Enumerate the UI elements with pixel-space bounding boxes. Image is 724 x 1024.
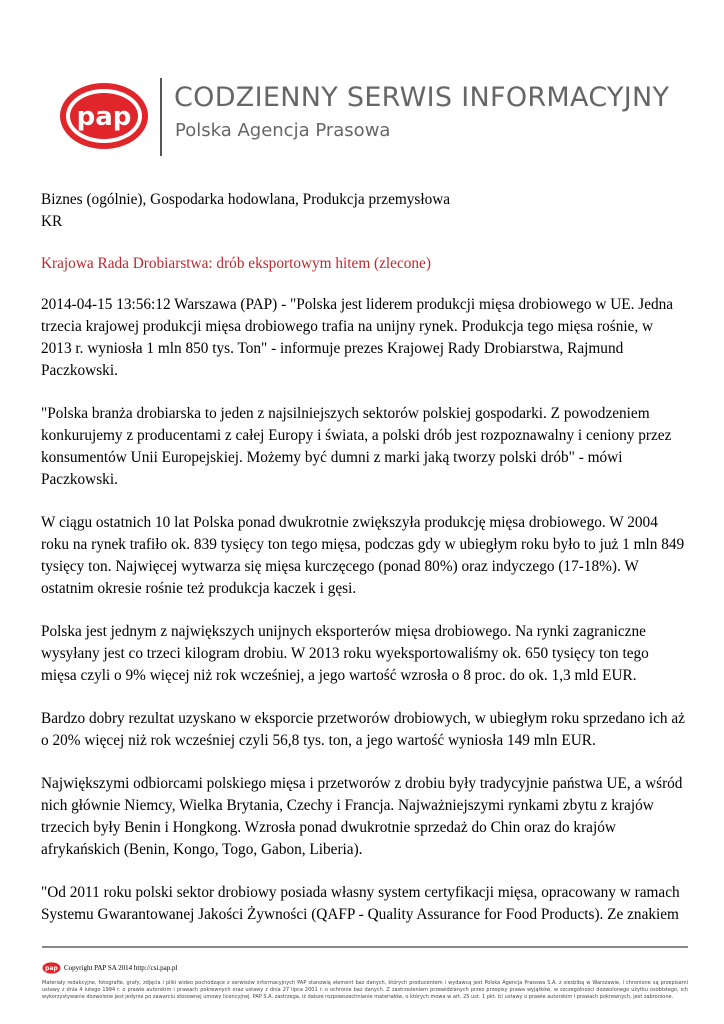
article-code: KR xyxy=(41,213,63,230)
svg-text:pap: pap xyxy=(76,102,132,132)
agency-name: Polska Agencja Prasowa xyxy=(175,120,391,141)
article-headline: Krajowa Rada Drobiarstwa: drób eksportowym hitem (zlecone) xyxy=(41,255,431,272)
footer-copyright xyxy=(42,961,177,975)
copyright-text: Copyright PAP SA 2014 http://csi.pap.pl xyxy=(64,964,178,972)
article-paragraph: 2014-04-15 13:56:12 Warszawa (PAP) - "Polska jest liderem produkcji mięsa drobiowego w UE. Jedna trzecia krajowej produkcji mięsa drobiowego trafia na unijny rynek. Produkcja tego mięsa rośnie, w 2013 r. wyniosła 1 mln 850 tys. Ton" - informuje prezes Krajowej Rady Drobiarstwa, Rajmund Paczkowski. xyxy=(41,296,674,379)
article-meta xyxy=(41,189,687,233)
article-paragraph: "Od 2011 roku polski sektor drobiowy posiada własny system certyfikacji mięsa, opracowany w ramach Systemu Gwarantowanej Jakości Żywności (QAFP - Quality Assurance for Food Products). Ze znakiem xyxy=(41,884,680,923)
article xyxy=(41,189,687,947)
article-paragraph: Bardzo dobry rezultat uzyskano w eksporcie przetworów drobiowych, w ubiegłym roku sprzedano ich aż o 20% więcej niż rok wcześniej czyli 56,8 tys. ton, a jego wartość wyniosła 149 mln EUR. xyxy=(41,710,685,749)
article-paragraph: Największymi odbiorcami polskiego mięsa i przetworów z drobiu były tradycyjnie państwa UE, a wśród nich głównie Niemcy, Wielka Brytania, Czechy i Francja. Najważniejszymi rynkami zbytu z krajów trzecich były Benin i Hongkong. Wzrosła ponad dwukrotnie sprzedaż do Chin oraz do krajów afrykańskich (Benin, Kongo, Togo, Gabon, Liberia). xyxy=(41,775,683,858)
footer-divider xyxy=(42,946,688,948)
article-paragraph: "Polska branża drobiarska to jeden z najsilniejszych sektorów polskiej gospodarki. Z powodzeniem konkurujemy z producentami z całej Europy i świata, a polski drób jest rozpoznawalny i ceniony przez konsumentów Unii Europejskiej. Możemy być dumni z marki jaką tworzy polski drób" - mówi Paczkowski. xyxy=(41,405,672,488)
article-paragraph: W ciągu ostatnich 10 lat Polska ponad dwukrotnie zwiększyła produkcję mięsa drobiowego. W 2004 roku na rynek trafiło ok. 839 tysięcy ton tego mięsa, podczas gdy w ubiegłym roku było to już 1 mln 849 tysięcy ton. Najwięcej wytwarza się mięsa kurczęcego (ponad 80%) oraz indyczego (17-18%). W ostatnim okresie rośnie też produkcja kaczek i gęsi. xyxy=(41,514,685,597)
page-header xyxy=(58,78,678,158)
header-divider xyxy=(160,78,162,156)
svg-text:pap: pap xyxy=(45,965,58,973)
legal-notice: Materiały redakcyjne, fotografie, grafy, zdjęcia i pliki wideo pochodzące z serwisów informacyjnych PAP stanowią element baz danych, których producentem i wydawcą jest Polska Agencja Prasowa S.A. z siedzibą w Warszawie, i chronione są przepisami ustawy z dnia 4 lutego 1994 r. o prawie autorskim i prawach pokrewnych oraz ustawy z dnia 27 lipca 2001 r. o ochronie baz danych. Z zastrzeżeniem przewidzianych przez przepisy prawa wyjątków, w szczególności dozwolonego użytku osobistego, ich wykorzystywanie dozwolone jest jedynie po zawarciu stosownej umowy licencyjnej. PAP S.A. zastrzega, iż dalsze rozpowszechnianie materiałów, o których mowa w art. 25 ust. 1 pkt. b) ustawy o prawie autorskim i prawach pokrewnych, jest zabronione. xyxy=(42,980,688,1000)
service-title: CODZIENNY SERWIS INFORMACYJNY xyxy=(174,82,670,113)
article-categories: Biznes (ogólnie), Gospodarka hodowlana, Produkcja przemysłowa xyxy=(41,191,451,208)
article-paragraph: Polska jest jednym z największych unijnych eksporterów mięsa drobiowego. Na rynki zagraniczne wysyłany jest co trzeci kilogram drobiu. W 2013 roku wyeksportowaliśmy ok. 650 tysięcy ton tego mięsa czyli o 9% więcej niż rok wcześniej, a jego wartość wzrosła o 8 proc. do ok. 1,3 mld EUR. xyxy=(41,623,649,684)
pap-logo xyxy=(58,80,150,152)
pap-mini-logo xyxy=(42,962,61,974)
